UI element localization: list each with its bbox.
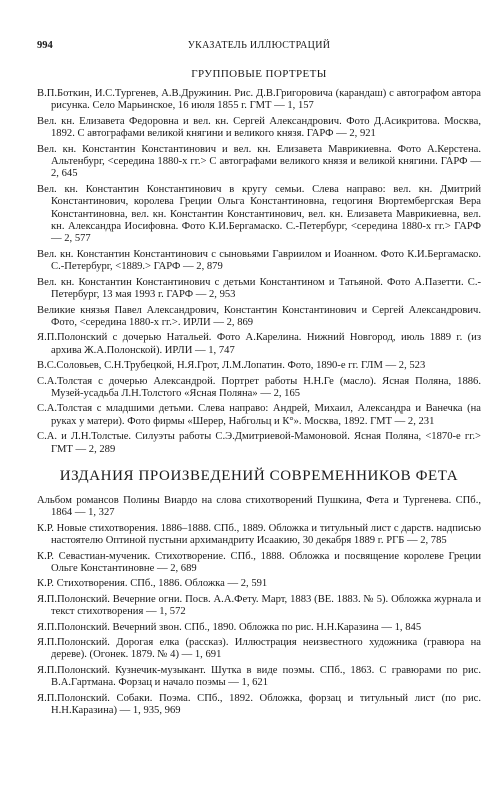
index-entry: С.А. и Л.Н.Толстые. Силуэты работы С.Э.Дмитриевой-Мамоновой. Ясная Поляна, <1870-е гг.> ГМТ — 2, 289 — [37, 431, 481, 455]
index-entry: Великие князья Павел Александрович, Константин Константинович и Сергей Александрович. Фото, <середина 1880-х гг.>. ИРЛИ — 2, 869 — [37, 304, 481, 328]
index-entry: Я.П.Полонский. Вечерние огни. Посв. А.А.Фету. Март, 1883 (ВЕ. 1883. № 5). Обложка журнала и текст стихотворения — 1, 572 — [37, 593, 481, 618]
index-entry: Вел. кн. Константин Константинович с детьми Константином и Татьяной. Фото А.Пазетти. С.-Петербург, 13 мая 1993 г. ГАРФ — 2, 953 — [37, 276, 481, 301]
index-entry: К.Р. Севастиан-мученик. Стихотворение. СПб., 1888. Обложка и посвящение королеве Греции Ольге Константиновне — 2, 689 — [37, 550, 481, 574]
index-entry: К.Р. Новые стихотворения. 1886–1888. СПб., 1889. Обложка и титульный лист с дарств. надписью настоятелю Оптиной пустыни архимандриту Исаакию, 30 декабря 1889 г. РГБ — 2, 785 — [37, 522, 481, 547]
index-entry: Я.П.Полонский. Дорогая елка (рассказ). Иллюстрация неизвестного художника (гравюра на дереве). (Огонек. 1879. № 4) — 1, 691 — [37, 637, 481, 661]
index-entry: Альбом романсов Полины Виардо на слова стихотворений Пушкина, Фета и Тургенева. СПб., 1864 — 1, 327 — [37, 494, 481, 519]
index-entry: Вел. кн. Елизавета Федоровна и вел. кн. Сергей Александрович. Фото Д.Асикритова. Москва, 1892. С автографами великой княгини и великого князя. ГАРФ — 2, 921 — [37, 115, 481, 140]
section-group-portraits — [37, 68, 481, 456]
index-entry: С.А.Толстая с младшими детьми. Слева направо: Андрей, Михаил, Александра и Ванечка (на руках у матери). Фото фирмы «Шерер, Набгольц и К°». Москва, 1892. ГМТ — 2, 231 — [37, 403, 481, 427]
section-title: ГРУППОВЫЕ ПОРТРЕТЫ — [191, 68, 327, 80]
page-content — [37, 68, 481, 720]
running-title: УКАЗАТЕЛЬ ИЛЛЮСТРАЦИЙ — [187, 40, 331, 51]
index-entry: Я.П.Полонский. Вечерний звон. СПб., 1890. Обложка по рис. Н.Н.Каразина — 1, 845 — [37, 621, 422, 633]
index-entry: Я.П.Полонский с дочерью Натальей. Фото А.Карелина. Нижний Новгород, июль 1889 г. (из архива Ж.А.Полонской). ИРЛИ — 1, 747 — [37, 332, 481, 356]
index-entry: Вел. кн. Константин Константинович с сыновьями Гавриилом и Иоанном. Фото К.И.Бергамаско. С.-Петербург, <1889.> ГАРФ — 2, 879 — [37, 248, 481, 273]
index-entry: Я.П.Полонский. Кузнечик-музыкант. Шутка в виде поэмы. СПб., 1863. С гравюрами по рис. В.А.Гартмана. Форзац и начало поэмы — 1, 621 — [37, 664, 481, 689]
index-entry: Вел. кн. Константин Константинович в кругу семьи. Слева направо: вел. кн. Дмитрий Константинович, королева Греции Ольга Константиновна, гецогиня Вюртембергская Вера Константиновна, вел. кн. Константин Константинович, вел. кн. Елизавета Маврикиевна, вел. кн. Александра Иосифовна. Фото К.И.Бергамаско. С.-Петербург, <середина 1880-х гг.> ГАРФ — 2, 577 — [37, 183, 481, 245]
section-title: ИЗДАНИЯ ПРОИЗВЕДЕНИЙ СОВРЕМЕННИКОВ ФЕТА — [59, 467, 459, 484]
index-entry: К.Р. Стихотворения. СПб., 1886. Обложка — 2, 591 — [37, 578, 268, 590]
index-entry: С.А.Толстая с дочерью Александрой. Портрет работы Н.Н.Ге (масло). Ясная Поляна, 1886. Музей-усадьба Л.Н.Толстого «Ясная Поляна» — 2, 165 — [37, 375, 481, 399]
section-contemporary-editions — [37, 468, 481, 718]
page-header — [37, 40, 481, 54]
index-entry: В.П.Боткин, И.С.Тургенев, А.В.Дружинин. Рис. Д.В.Григоровича (карандаш) с автографом автора рисунка. Село Марьинское, 16 июля 1855 г. ГМТ — 1, 157 — [37, 88, 481, 112]
index-entry: Вел. кн. Константин Константинович и вел. кн. Елизавета Маврикиевна. Фото А.Керстена. Альтенбург, <середина 1880-х гг.> С автографами великого князя и великой княгини. ГАРФ — 2, 645 — [37, 143, 481, 180]
index-entry: В.С.Соловьев, С.Н.Трубецкой, Н.Я.Грот, Л.М.Лопатин. Фото, 1890-е гг. ГЛМ — 2, 523 — [37, 360, 426, 372]
index-entry: Я.П.Полонский. Собаки. Поэма. СПб., 1892. Обложка, форзац и титульный лист (по рис. Н.Н.Каразина) — 1, 935, 969 — [37, 692, 481, 717]
page-number: 994 — [37, 40, 53, 51]
